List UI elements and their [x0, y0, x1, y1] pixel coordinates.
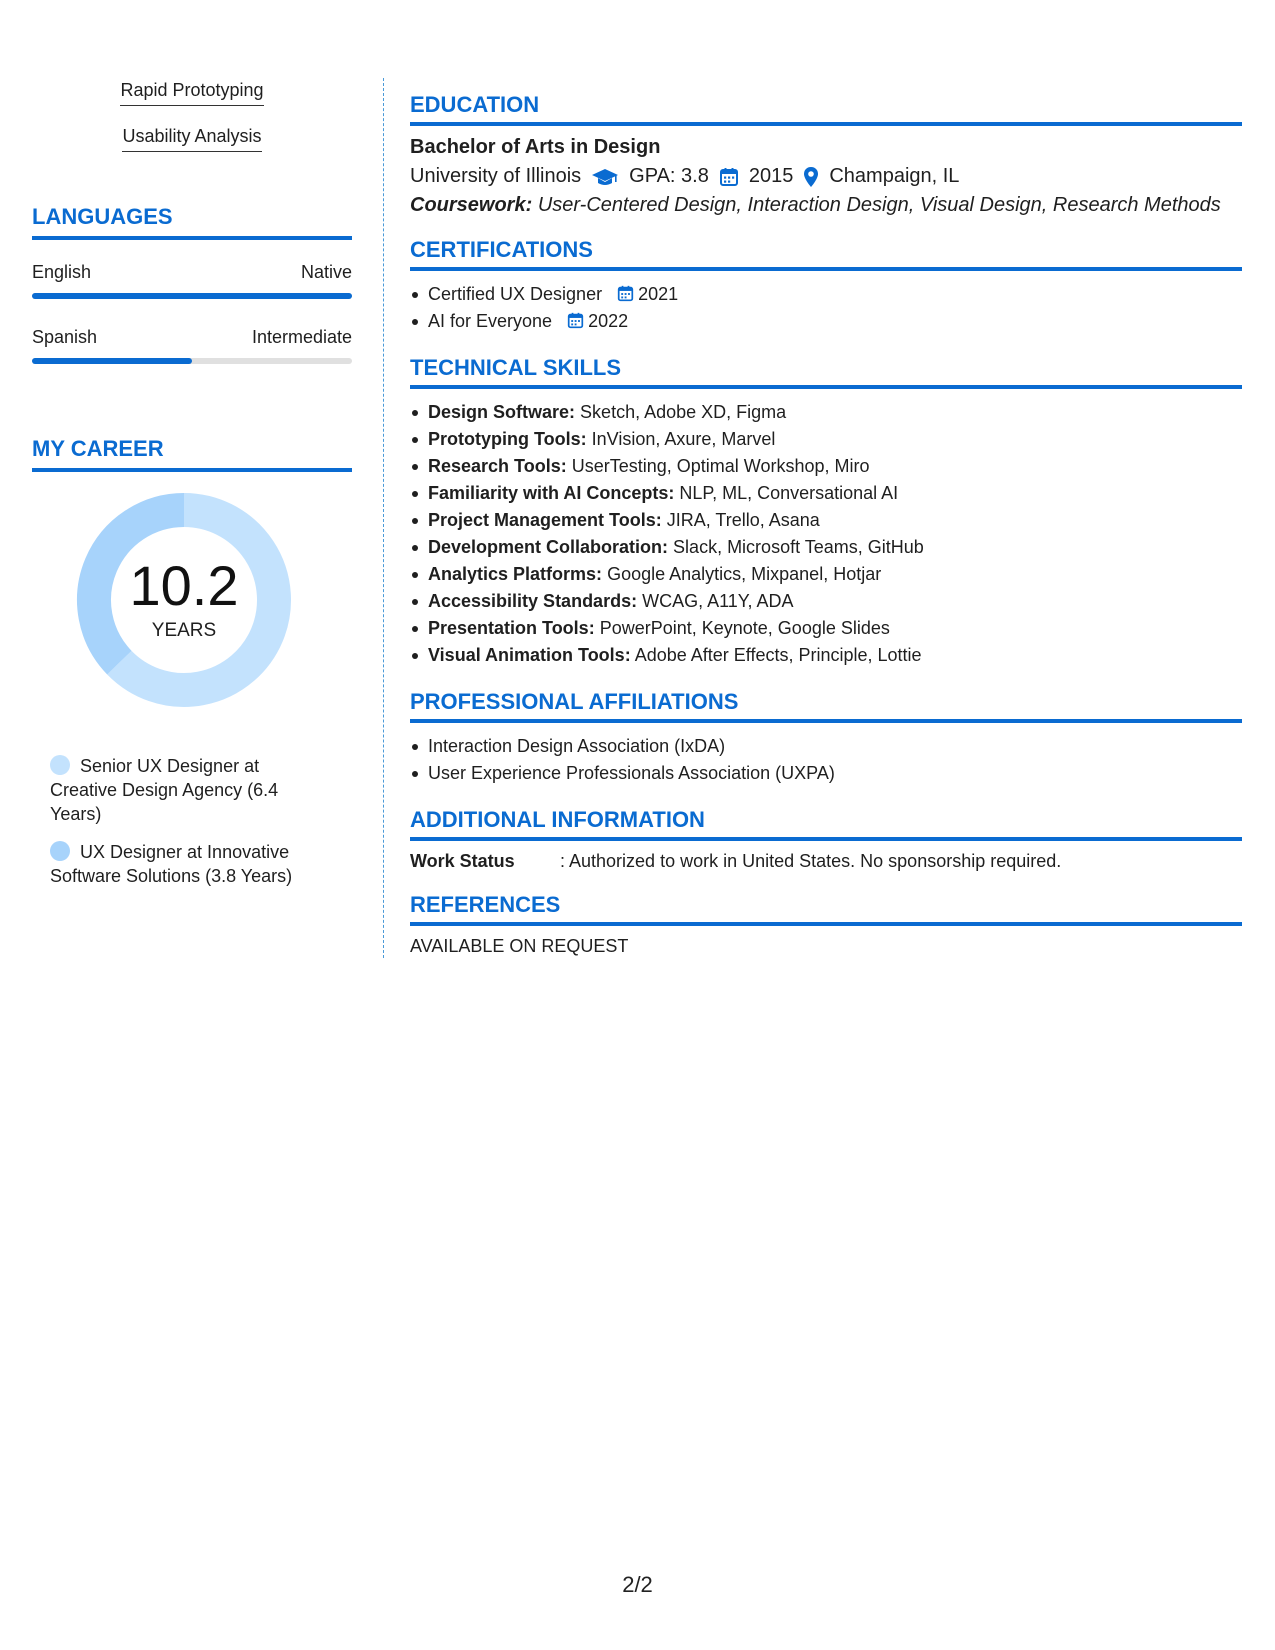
coursework-label: Coursework: — [410, 194, 533, 216]
skill-category: Familiarity with AI Concepts: — [428, 483, 675, 503]
language-name: English — [32, 262, 92, 282]
language-item — [32, 262, 352, 299]
references-title: REFERENCES — [410, 892, 1242, 926]
affiliations-section — [410, 689, 1242, 787]
legend-label: Senior UX Designer at Creative Design Agency (6.4 Years) — [50, 756, 279, 824]
education-title: EDUCATION — [410, 92, 1242, 126]
skill-values: Sketch, Adobe XD, Figma — [580, 402, 787, 422]
skill-category: Design Software: — [428, 402, 576, 422]
skill-values: JIRA, Trello, Asana — [666, 510, 820, 530]
career-donut-chart — [64, 480, 304, 720]
graduation-year: 2015 — [748, 165, 794, 187]
education-details — [410, 165, 1242, 188]
career-title: MY CAREER — [32, 436, 352, 472]
skill-category: Presentation Tools: — [428, 618, 595, 638]
list-item: User Experience Professionals Association (UXPA) — [428, 760, 1242, 787]
list-item — [428, 281, 1242, 308]
certification-name: AI for Everyone — [428, 311, 553, 331]
legend-dot — [50, 841, 70, 861]
skill-category: Visual Animation Tools: — [428, 645, 631, 665]
references-text: AVAILABLE ON REQUEST — [410, 936, 629, 956]
skill-values: Adobe After Effects, Principle, Lottie — [634, 645, 922, 665]
info-label: Work Status — [410, 851, 515, 871]
list-item — [428, 588, 1242, 615]
certifications-section — [410, 237, 1242, 335]
affiliations-title: PROFESSIONAL AFFILIATIONS — [410, 689, 1242, 723]
language-bar — [32, 293, 352, 299]
career-legend-item — [50, 840, 320, 888]
skill-category: Prototyping Tools: — [428, 429, 587, 449]
list-item — [428, 615, 1242, 642]
degree: Bachelor of Arts in Design — [410, 136, 661, 158]
certifications-title: CERTIFICATIONS — [410, 237, 1242, 271]
column-divider — [383, 78, 384, 958]
technical-skills-title: TECHNICAL SKILLS — [410, 355, 1242, 389]
list-item — [428, 453, 1242, 480]
career-total-unit: YEARS — [151, 620, 217, 641]
skill-category: Accessibility Standards: — [428, 591, 638, 611]
list-item — [428, 426, 1242, 453]
language-level: Native — [300, 262, 352, 282]
skill-values: PowerPoint, Keynote, Google Slides — [599, 618, 890, 638]
skill-category: Research Tools: — [428, 456, 567, 476]
technical-skills-section — [410, 355, 1242, 669]
skill-tag-label: Usability Analysis — [122, 126, 261, 152]
school: University of Illinois — [410, 165, 582, 187]
language-item — [32, 327, 352, 364]
coursework — [410, 194, 1242, 217]
location: Champaign, IL — [829, 165, 960, 187]
language-level: Intermediate — [251, 327, 352, 347]
additional-info-section — [410, 807, 1242, 872]
technical-skills-list — [410, 399, 1242, 669]
page-number: 2/2 — [622, 1572, 653, 1597]
list-item: Interaction Design Association (IxDA) — [428, 733, 1242, 760]
gpa: GPA: 3.8 — [629, 165, 709, 187]
skill-tag-label: Rapid Prototyping — [120, 80, 263, 106]
language-name: Spanish — [32, 327, 98, 347]
education-section — [410, 92, 1242, 217]
calendar-icon — [567, 312, 584, 329]
skill-values: WCAG, A11Y, ADA — [642, 591, 794, 611]
graduation-cap-icon — [591, 167, 619, 187]
info-value: : Authorized to work in United States. No sponsorship required. — [560, 851, 1062, 871]
skill-values: UserTesting, Optimal Workshop, Miro — [571, 456, 870, 476]
language-bar-fill — [32, 293, 352, 299]
languages-title: LANGUAGES — [32, 204, 352, 240]
skill-values: Google Analytics, Mixpanel, Hotjar — [607, 564, 882, 584]
certification-year: 2021 — [638, 284, 679, 304]
references-section — [410, 892, 1242, 957]
skill-tag — [32, 126, 352, 152]
skill-category: Analytics Platforms: — [428, 564, 603, 584]
list-item — [428, 308, 1242, 335]
list-item — [428, 642, 1242, 669]
location-pin-icon — [803, 166, 819, 188]
certification-name: Certified UX Designer — [428, 284, 603, 304]
left-column — [32, 80, 352, 886]
skill-values: Slack, Microsoft Teams, GitHub — [673, 537, 924, 557]
skill-category: Project Management Tools: — [428, 510, 662, 530]
list-item — [428, 480, 1242, 507]
additional-info-title: ADDITIONAL INFORMATION — [410, 807, 1242, 841]
coursework-list: User-Centered Design, Interaction Design, Visual Design, Research Methods — [537, 194, 1221, 216]
list-item — [428, 399, 1242, 426]
legend-dot — [50, 755, 70, 775]
career-legend-item — [50, 754, 320, 826]
legend-label: UX Designer at Innovative Software Solutions (3.8 Years) — [50, 842, 293, 886]
skill-values: NLP, ML, Conversational AI — [679, 483, 899, 503]
list-item — [428, 507, 1242, 534]
certifications-list — [410, 281, 1242, 335]
certification-year: 2022 — [588, 311, 629, 331]
info-row — [410, 851, 1242, 872]
skill-category: Development Collaboration: — [428, 537, 669, 557]
list-item — [428, 561, 1242, 588]
calendar-icon — [617, 285, 634, 302]
skill-tag — [32, 80, 352, 106]
right-column — [410, 92, 1242, 977]
skill-values: InVision, Axure, Marvel — [591, 429, 776, 449]
calendar-icon — [719, 167, 739, 187]
list-item — [428, 534, 1242, 561]
career-total-value: 10.2 — [129, 554, 239, 617]
affiliations-list — [410, 733, 1242, 787]
